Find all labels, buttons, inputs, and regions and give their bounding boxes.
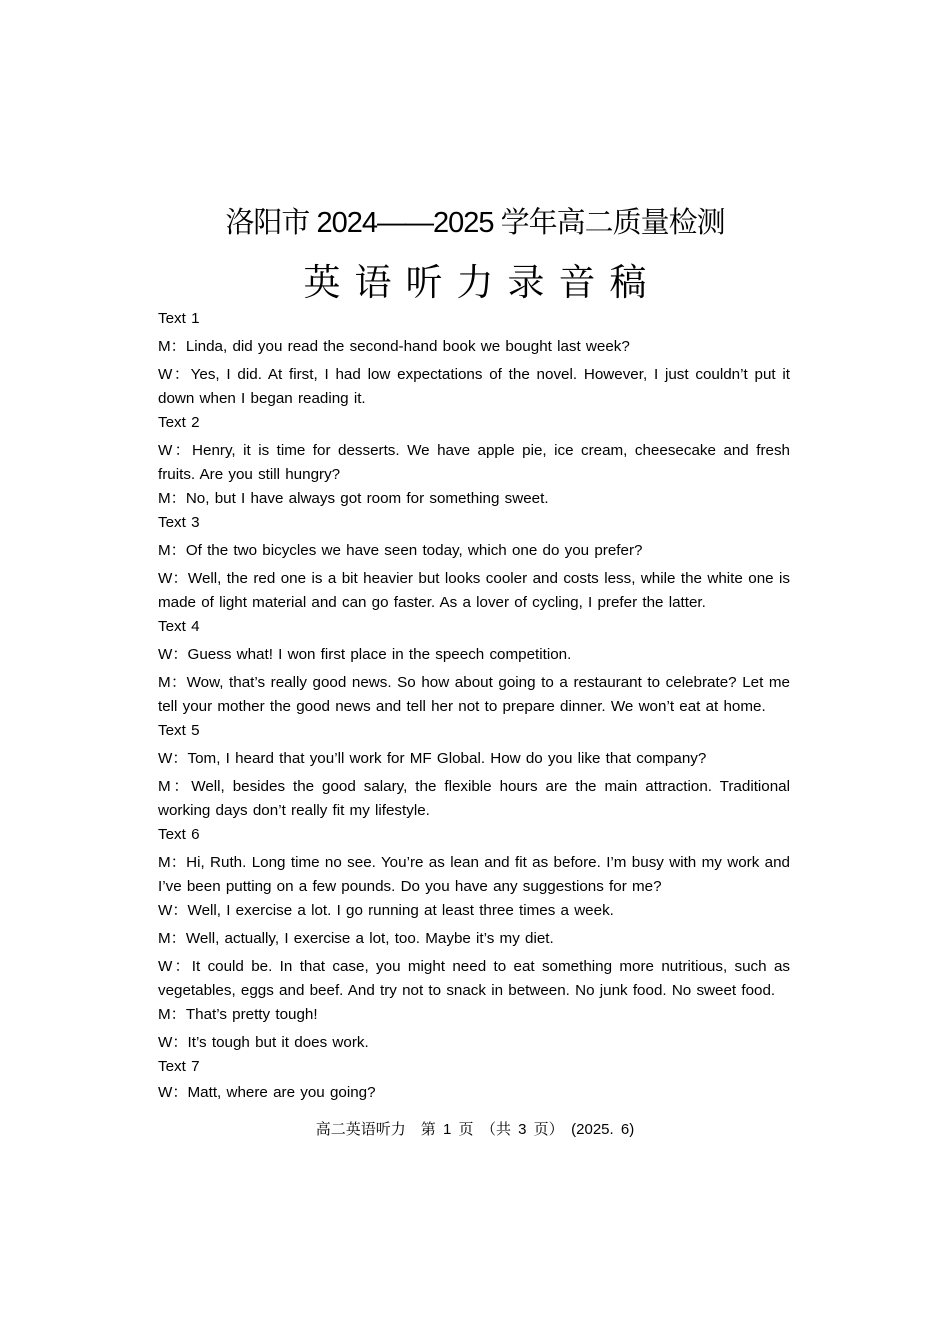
dialogue-line: W：Well, the red one is a bit heavier but looks cooler and costs less, while the white one is made of light material and can go faster. As a lover of cycling, I prefer the latter.: [158, 570, 790, 611]
transcript-body: [158, 307, 790, 1105]
dialogue-line: M：Well, besides the good salary, the flexible hours are the main attraction. Traditional working days don’t really fit my lifestyle.: [158, 778, 790, 819]
dialogue-line: W：Yes, I did. At first, I had low expectations of the novel. However, I just couldn’t put it down when I began reading it.: [158, 366, 790, 407]
document-subtitle: 英语听力录音稿: [303, 262, 661, 303]
page-footer: 高二英语听力 第 1 页 （共 3 页） (2025. 6): [315, 1121, 635, 1138]
text-label: Text 6: [158, 826, 200, 843]
text-label: Text 7: [158, 1058, 200, 1075]
text-label: Text 3: [158, 514, 200, 531]
text-label: Text 1: [158, 310, 200, 327]
document-title: 洛阳市 2024——2025 学年高二质量检测: [225, 207, 725, 239]
dialogue-line: W：Tom, I heard that you’ll work for MF Global. How do you like that company?: [158, 750, 707, 767]
dialogue-line: W：Guess what! I won first place in the speech competition.: [158, 646, 572, 663]
dialogue-line: W：It could be. In that case, you might need to eat something more nutritious, such as vegetables, eggs and beef. And try not to snack in between. No junk food. No sweet food.: [158, 958, 790, 999]
text-label: Text 2: [158, 414, 200, 431]
dialogue-line: M：Hi, Ruth. Long time no see. You’re as lean and fit as before. I’m busy with my work and I’ve been putting on a few pounds. Do you have any suggestions for me?: [158, 854, 790, 895]
dialogue-line: M：Well, actually, I exercise a lot, too. Maybe it’s my diet.: [158, 930, 554, 947]
dialogue-line: M：Wow, that’s really good news. So how about going to a restaurant to celebrate? Let me tell your mother the good news and tell her not to prepare dinner. We won’t eat at home.: [158, 674, 790, 715]
dialogue-line: M：No, but I have always got room for something sweet.: [158, 490, 549, 507]
dialogue-line: W：Henry, it is time for desserts. We have apple pie, ice cream, cheesecake and fresh fruits. Are you still hungry?: [158, 442, 790, 483]
dialogue-line: M：Linda, did you read the second-hand book we bought last week?: [158, 338, 630, 355]
dialogue-line: W：Matt, where are you going?: [158, 1084, 376, 1101]
dialogue-line: W：It’s tough but it does work.: [158, 1034, 369, 1051]
dialogue-line: W：Well, I exercise a lot. I go running at least three times a week.: [158, 902, 614, 919]
text-label: Text 4: [158, 618, 200, 635]
dialogue-line: M：Of the two bicycles we have seen today, which one do you prefer?: [158, 542, 643, 559]
dialogue-line: M：That’s pretty tough!: [158, 1006, 318, 1023]
text-label: Text 5: [158, 722, 200, 739]
